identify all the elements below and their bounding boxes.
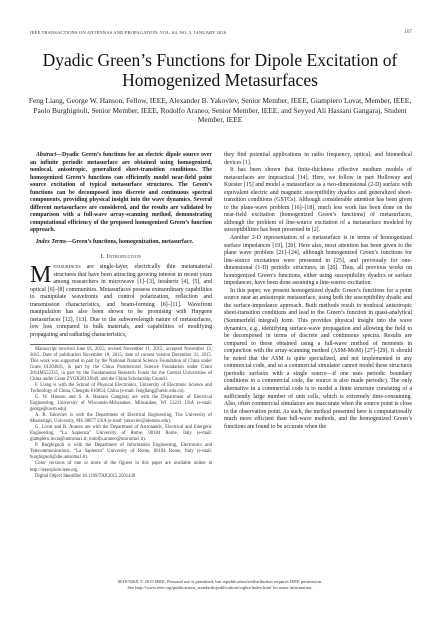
footnote: Manuscript received June 05, 2015; revised November 11, 2015; accepted November 13, 2015. Date of publication November 18, 2015; date of current version December 31, 2015. This work was supported in part by the National Natural Science Foundation of China under Grant 61204041, in part by the China Postdoctoral Science Foundation under Grant 2014M552335, in part by the Fundamental Research Funds for the Central Universities of China under Grant ZYGX2013J049, and the China Scholarship Council. — [30, 346, 212, 382]
abstract-text: Dyadic Green’s functions for an electric dipole source over an infinite periodic metasurface are obtained using homogenized, nonlocal, anisotropic, generalized sheet-transition conditions. The homogenized Green’s functions can efficiently model near-field point source excitation of typical metasurface structures. The Green’s functions can be decomposed into discrete and continuous spectral components, providing physical insight into the wave dynamics. Several different metasurfaces are considered, and the results are validated by comparison with a full-wave array-scanning method, demonstrating computational efficiency of the proposed homogenized Green’s function approach. — [30, 152, 212, 234]
body-paragraph: they find potential applications in radio frequency, optical, and biomedical devices [1]. — [224, 152, 412, 166]
intro-paragraph — [30, 264, 212, 339]
running-head — [30, 30, 412, 35]
footnote: G. Lovat and R. Araneo are with the Department of Astronautic, Electrical and Energetic Engineering, “La Sapienza” University of Rome, 00184 Rome, Italy (e-mail: giampiero.lovat@uniroma1.it; rodolfo.araneo@uniroma1.it). — [30, 425, 212, 443]
introduction-body — [30, 264, 212, 339]
footnote: G. W. Hanson and S. A. Hassani Gangaraj are with the Department of Electrical Engineering, University of Wisconsin-Milwaukee, Milwaukee, WI 53211 USA (e-mail: george@uwm.edu). — [30, 394, 212, 413]
footnotes — [30, 344, 212, 480]
left-column — [30, 152, 212, 480]
paper-title: Dyadic Green’s Functions for Dipole Excitation of Homogenized Metasurfaces — [42, 50, 398, 90]
footnote: Color versions of one or more of the figures in this paper are available online at http://ieeexplore.ieee.org. — [30, 461, 212, 473]
page-number: 167 — [404, 30, 412, 35]
body-paragraph: In this paper, we present homogenized dyadic Green’s functions for a point source near an anisotropic metasurface, using both the susceptibility dyadic and the surface-impedance approach. Both methods result in nonlocal anisotropic sheet-transition conditions and lead to the Green’s function in quasi-analytical (Sommerfeld integral) form. This provides physical insight into the wave dynamics, e.g., identifying surface-wave propagation and allowing the field to be decomposed in terms of discrete and continuous spectra. Results are compared to those obtained using a full-wave method of moments in conjunction with the array-scanning method (ASM-MoM) [27]–[29]. It should be noted that the ASM is quite specialized, and not implemented in any commercial code, and so a commercial simulator cannot model these structures (periodic surfaces with a single source—if one uses periodic boundary conditions in a commercial code, the source is also made periodic). The only alternative in a commercial code is to model a finite structure consisting of a sufficiently large number of unit cells, which is extremely time-consuming. Also, often commercial simulators are inaccurate when the source point is close to the observation point. As such, the method presented here is computationally much more efficient than full-wave methods, and the homogenized Green’s functions are found to be accurate when the — [224, 287, 412, 430]
doi-footnote: Digital Object Identifier 10.1109/TAP.2015.2501430 — [35, 473, 136, 479]
abstract-label: Abstract— — [36, 152, 62, 158]
journal-header: IEEE TRANSACTIONS ON ANTENNAS AND PROPAGATION, VOL. 64, NO. 3, JANUARY 2016 — [30, 30, 227, 35]
section-heading: I. Introduction — [100, 252, 142, 260]
first-word: etasurfaces — [53, 264, 81, 271]
index-terms — [30, 239, 212, 247]
intro-paragraph-text: are single-layer, electrically thin metamaterial structures that have been attracting growing interest in recent years among researchers in microwave [1]–[3], terahertz [4], [5], and optical [6]–[8] communities. Metasurfaces possess extraordinary capabilities to manipulate wavefronts and control polarization, reflection and transmission characteristics, and beam-forming [6]–[11]. Wavefront manipulation has also been shown to be promising with Huygens metasurfaces [12], [13]. Due to the subwavelength nature of metasurfaces, low loss compared to bulk materials, and capabilities of modifying propagating and radiating characteristics, — [30, 264, 212, 339]
abstract — [30, 152, 212, 235]
author-list: Feng Liang, George W. Hanson, Fellow, IEEE, Alexander B. Yakovlev, Senior Member, IEEE, Giampiero Lovat, Member, IEEE, Paolo Burghignoli, Senior Member, IEEE, Rodolfo Araneo, Senior Member, IEEE, and Seyyed Ali Hassani Gangaraj, Student Member, IEEE — [28, 96, 412, 125]
index-terms-text: Green’s functions, homogenization, metasurface. — [72, 239, 194, 246]
body-paragraph: Another 2-D representation of a metasurface is in terms of homogenized surface impedances [19], [20]. Here also, most attention has been given to the plane wave problem [21]–[24], although homogenized Green’s functions for line-source excitations were presented in [25], and previously for one-dimensional (1-D) periodic structures, in [26]. Thus, all previous works on homogenized Green’s functions, either using susceptibility dyadics or surface impedances, have been done assuming a line-source excitation. — [224, 235, 412, 287]
copyright-line: 0018-926X © 2015 IEEE. Personal use is permitted, but republication/redistribution requires IEEE permission. — [117, 579, 323, 584]
footnote: A. B. Yakovlev is with the Department of Electrical Engineering, The University of Mississippi, University, MS 38677 USA (e-mail: yakovlev@olemiss.edu). — [30, 413, 212, 425]
body-paragraph: It has been shown that finite-thickness effective medium models of metasurfaces are impractical [14]. Here, we follow in part Holloway and Kuester [15] and model a metasurface as a two-dimensional (2-D) surface with equivalent electric and magnetic susceptibility dyadics and generalized sheet-transition conditions (GSTCs). Although considerable attention has been given to the plane-wave problem [16]–[18], much less work has been done on the near-field excitation (homogenized Green’s functions) of metasurfaces, although the problem of line-source excitation of a metasurface modeled by susceptibilities has been presented in [2]. — [224, 167, 412, 234]
rights-link[interactable]: See http://www.ieee.org/publications_standards/publications/rights/index.html for more information. — [127, 585, 313, 591]
footnote: F. Liang is with the School of Physical Electronics, University of Electronic Science and Technology of China, Chengdu 610054, China (e-mail: fengliang@uestc.edu.cn). — [30, 382, 212, 394]
index-terms-label: Index Terms— — [36, 239, 72, 246]
drop-cap: M — [30, 262, 52, 289]
right-column — [224, 152, 412, 431]
copyright-notice — [0, 579, 440, 591]
footnote: P. Burghignoli is with the Department of Information Engineering, Electronics and Telecommunications, “La Sapienza” University of Rome, 00184 Rome, Italy (e-mail: burghignoli@die.uniroma1.it). — [30, 443, 212, 461]
